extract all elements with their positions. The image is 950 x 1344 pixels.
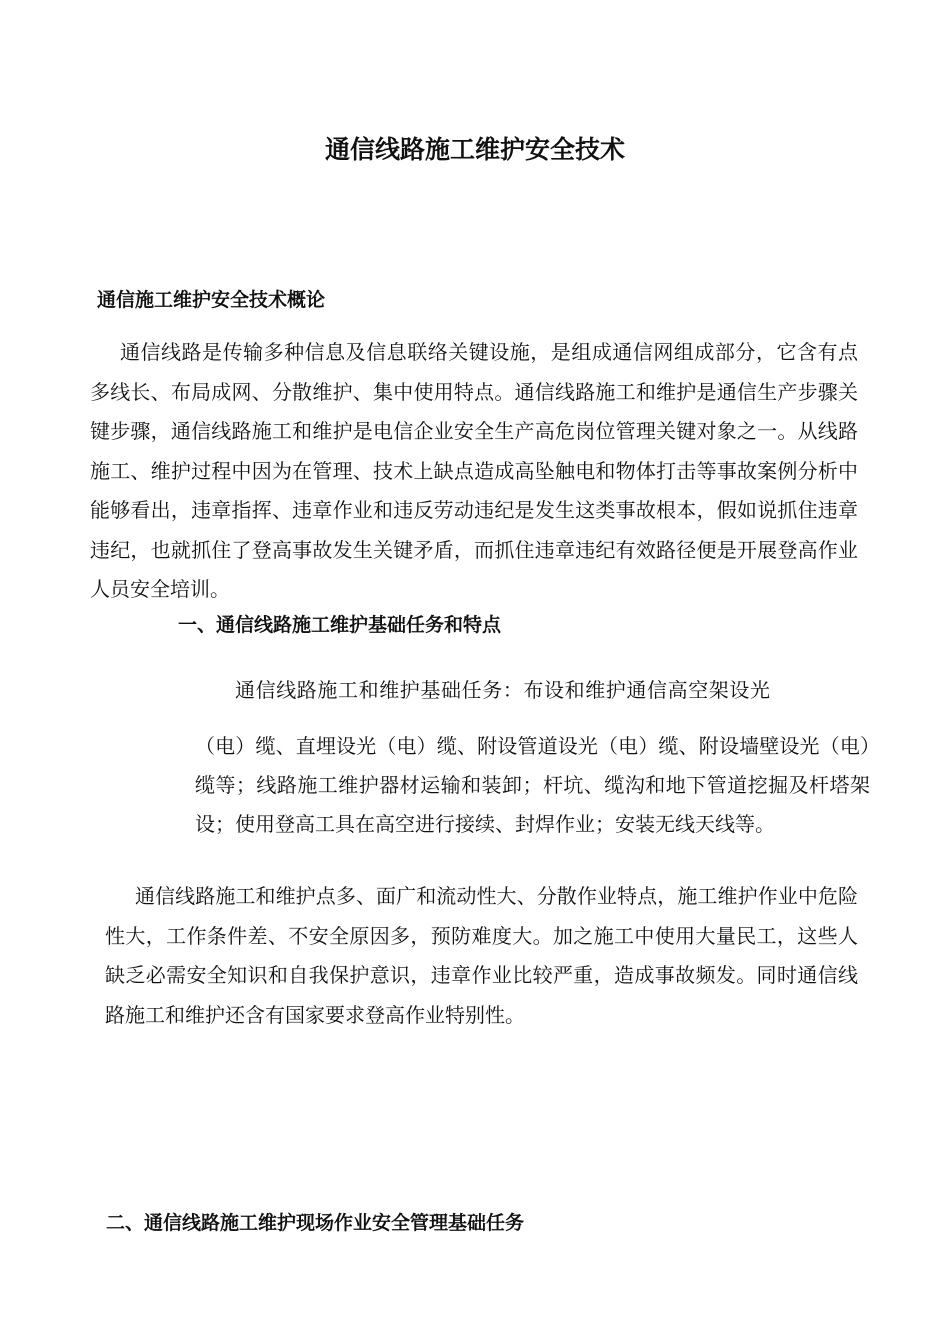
intro-heading: 通信施工维护安全技术概论 <box>97 289 326 311</box>
section-1-heading: 一、通信线路施工维护基础任务和特点 <box>178 614 502 636</box>
intro-paragraph: 通信线路是传输多种信息及信息联络关键设施，是组成通信网组成部分，它含有点多线长、布局成网、分散维护、集中使用特点。通信线路施工和维护是通信生产步骤关键步骤，通信线路施工和维护是电信企业安全生产高危岗位管理关键对象之一。从线路施工、维护过程中因为在管理、技术上缺点造成高坠触电和物体打击等事故案例分析中能够看出，违章指挥、违章作业和违反劳动违纪是发生这类事故根本，假如说抓住违章违纪，也就抓住了登高事故发生关键矛盾，而抓住违章违纪有效路径便是开展登高作业人员安全培训。 <box>90 340 858 601</box>
section-1-task-body: （电）缆、直埋设光（电）缆、附设管道设光（电）缆、附设墙壁设光（电）缆等；线路施工维护器材运输和装卸；杆坑、缆沟和地下管道挖掘及杆塔架设；使用登高工具在高空进行接续、封焊作业；安装无线天线等。 <box>195 734 870 836</box>
document-title: 通信线路施工维护安全技术 <box>324 135 625 164</box>
section-1-features-paragraph: 通信线路施工和维护点多、面广和流动性大、分散作业特点，施工维护作业中危险性大，工作条件差、不安全原因多，预防难度大。加之施工中使用大量民工，这些人缺乏必需安全知识和自我保护意识，违章作业比较严重，造成事故频发。同时通信线路施工和维护还含有国家要求登高作业特别性。 <box>105 884 858 1027</box>
section-1-task-lead: 通信线路施工和维护基础任务：布设和维护通信高空架设光 <box>235 678 771 702</box>
section-2-heading: 二、通信线路施工维护现场作业安全管理基础任务 <box>106 1212 525 1234</box>
